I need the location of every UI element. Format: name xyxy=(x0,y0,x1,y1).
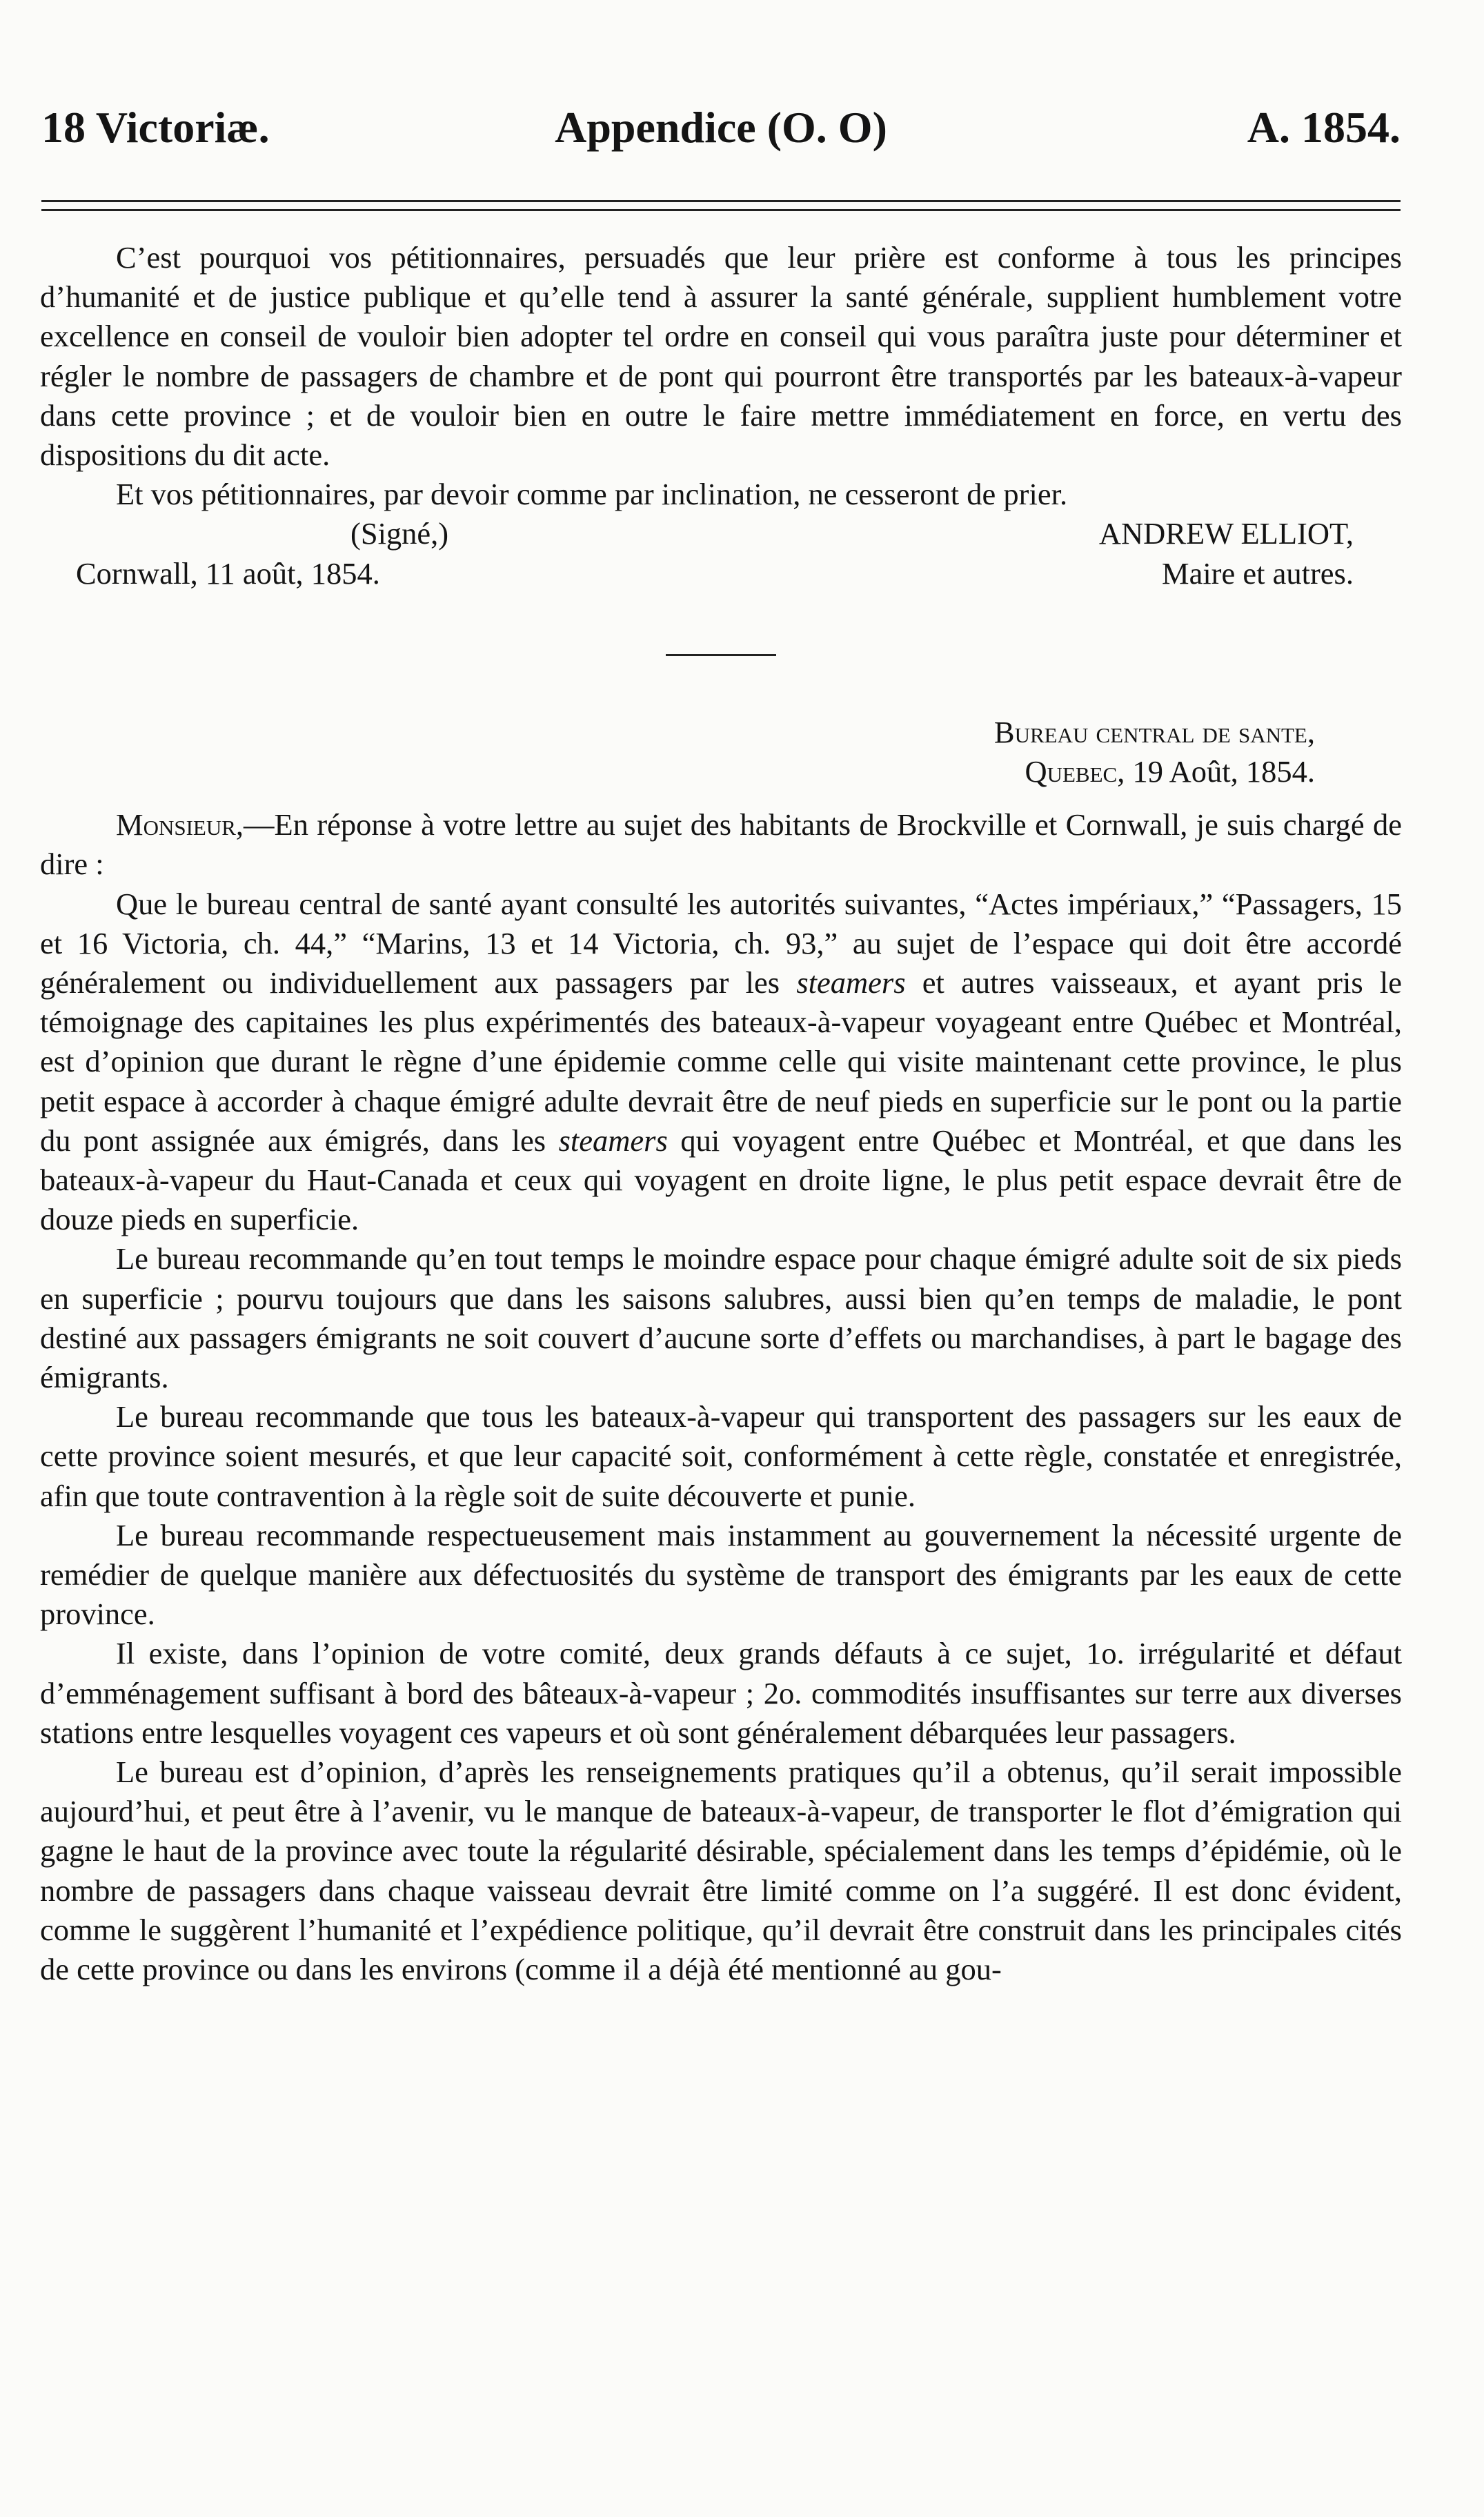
place-date: Cornwall, 11 août, 1854. xyxy=(76,555,380,591)
letter-paragraph-1-part-c: qui voyagent entre Québec et Montréal, et que dans les bateaux-à-vapeur du Haut-Canada et ceux qui voyagent en droite ligne, le plus petit espace devrait être de douze pieds en superficie. xyxy=(40,1123,1403,1237)
letter-paragraph-5: Il existe, dans l’opinion de votre comité, deux grands défauts à ce sujet, 1o. irrégularité et défaut d’emménagement suffisant à bord des bâteaux-à-vapeur ; 2o. commodités insuffisantes sur terre aux diverses stations entre lesquelles voyagent ces vapeurs et où sont généralement débarquées leur passagers. xyxy=(40,1636,1402,1750)
letter-intro: —En réponse à votre lettre au sujet des habitants de Brockville et Cornwall, je suis chargé de dire : xyxy=(40,807,1402,882)
header-double-rule xyxy=(41,200,1401,211)
letter-paragraph-2: Le bureau recommande qu’en tout temps le moindre espace pour chaque émigré adulte soit de six pieds en superficie ; pourvu toujours que dans les saisons salubres, aussi bien qu’en temps de maladie, le pont destiné aux passagers émigrants ne soit couvert d’aucune sorte d’effets ou marchandises, à part le bagage des émigrants. xyxy=(40,1241,1402,1395)
italic-steamers-2: steamers xyxy=(558,1123,668,1158)
letter-city-date-line xyxy=(40,752,1402,791)
petition-paragraph-1: C’est pourquoi vos pétitionnaires, persuadés que leur prière est conforme à tous les principes d’humanité et de justice publique et qu’elle tend à assurer la santé générale, supplient humblement votre excellence en conseil de vouloir bien adopter tel ordre en conseil qui vous paraîtra juste pour déterminer et régler le nombre de passagers de chambre et de pont qui pourront être transportés par les bateaux-à-vapeur dans cette province ; et de vouloir bien en outre le faire mettre immédiatement en force, en vertu des dispositions du dit acte. xyxy=(40,240,1402,473)
letter-office: Bureau central de sante, xyxy=(993,714,1315,749)
header-appendix: Appendice (O. O) xyxy=(555,103,887,152)
letter-office-line xyxy=(40,713,1402,752)
letter-intro-paragraph xyxy=(40,805,1402,884)
signed-mark: (Signé,) xyxy=(350,516,449,551)
letter-paragraph-3: Le bureau recommande que tous les bateaux-à-vapeur qui transportent des passagers sur les eaux de cette province soient mesurés, et que leur capacité soit, conformément à cette règle, constatée et enregistrée, afin que toute contravention à la règle soit de suite découverte et punie. xyxy=(40,1399,1402,1513)
letter-paragraph-1 xyxy=(40,885,1402,1240)
letter-paragraph-1-part-a: Que le bureau central de santé ayant consulté les autorités suivantes, “Actes impériaux,” “Passagers, 15 et 16 Victoria, ch. 44,” “Marins, 13 et 14 Victoria, ch. 93,” au sujet de l’espace qui doit être accordé généralement ou individuellement aux passagers par les xyxy=(40,886,1402,1000)
letter-date: 19 Août, 1854. xyxy=(1132,753,1315,789)
petition-paragraph-2: Et vos pétitionnaires, par devoir comme par inclination, ne cesseront de prier. xyxy=(116,477,1068,512)
letter-salutation: Monsieur, xyxy=(116,807,244,842)
letter-city-date xyxy=(1025,752,1315,791)
letter-paragraph-6: Le bureau est d’opinion, d’après les renseignements pratiques qu’il a obtenus, qu’il serait impossible aujourd’hui, et peut être à l’avenir, vu le manque de bateaux-à-vapeur, de transporter le flot d’émigration qui gagne le haut de la province avec toute la régularité désirable, spécialement dans les temps d’épidémie, où le nombre de passagers dans chaque vaisseau devrait être limité comme on l’a suggéré. Il est donc évident, comme le suggèrent l’humanité et l’expédience politique, qu’il devrait être construit dans les principales cités de cette province ou dans les environs (comme il a déjà été mentionné au gou- xyxy=(40,1755,1402,1987)
signer-name: ANDREW ELLIOT, xyxy=(1098,516,1354,551)
page-body xyxy=(40,238,1402,1989)
letter-city: Quebec, xyxy=(1025,753,1125,789)
signer-title: Maire et autres. xyxy=(1162,555,1354,591)
header-year: A. 1854. xyxy=(1247,103,1401,152)
letter-paragraph-4: Le bureau recommande respectueusement mais instamment au gouvernement la nécessité urgente de remédier de quelque manière aux défectuosités du système de transport des émigrants par les eaux de cette province. xyxy=(40,1517,1402,1632)
running-header xyxy=(41,97,1401,159)
signature-line xyxy=(40,514,1402,553)
spacer xyxy=(40,791,1402,805)
italic-steamers-1: steamers xyxy=(796,965,906,1000)
header-session: 18 Victoriæ. xyxy=(41,103,270,152)
letter-paragraph-1-part-b: et autres vaisseaux, et ayant pris le témoignage des capitaines les plus expérimentés des bateaux-à-vapeur voyageant entre Québec et Montréal, est d’opinion que durant le règne d’une épidemie comme celle qui visite maintenant cette province, le plus petit espace à accorder à chaque émigré adulte devrait être de neuf pieds en superficie sur le pont ou la partie du pont assignée aux émigrés, dans les xyxy=(40,965,1402,1158)
signer-title-line xyxy=(40,554,1402,593)
section-divider xyxy=(666,654,776,656)
